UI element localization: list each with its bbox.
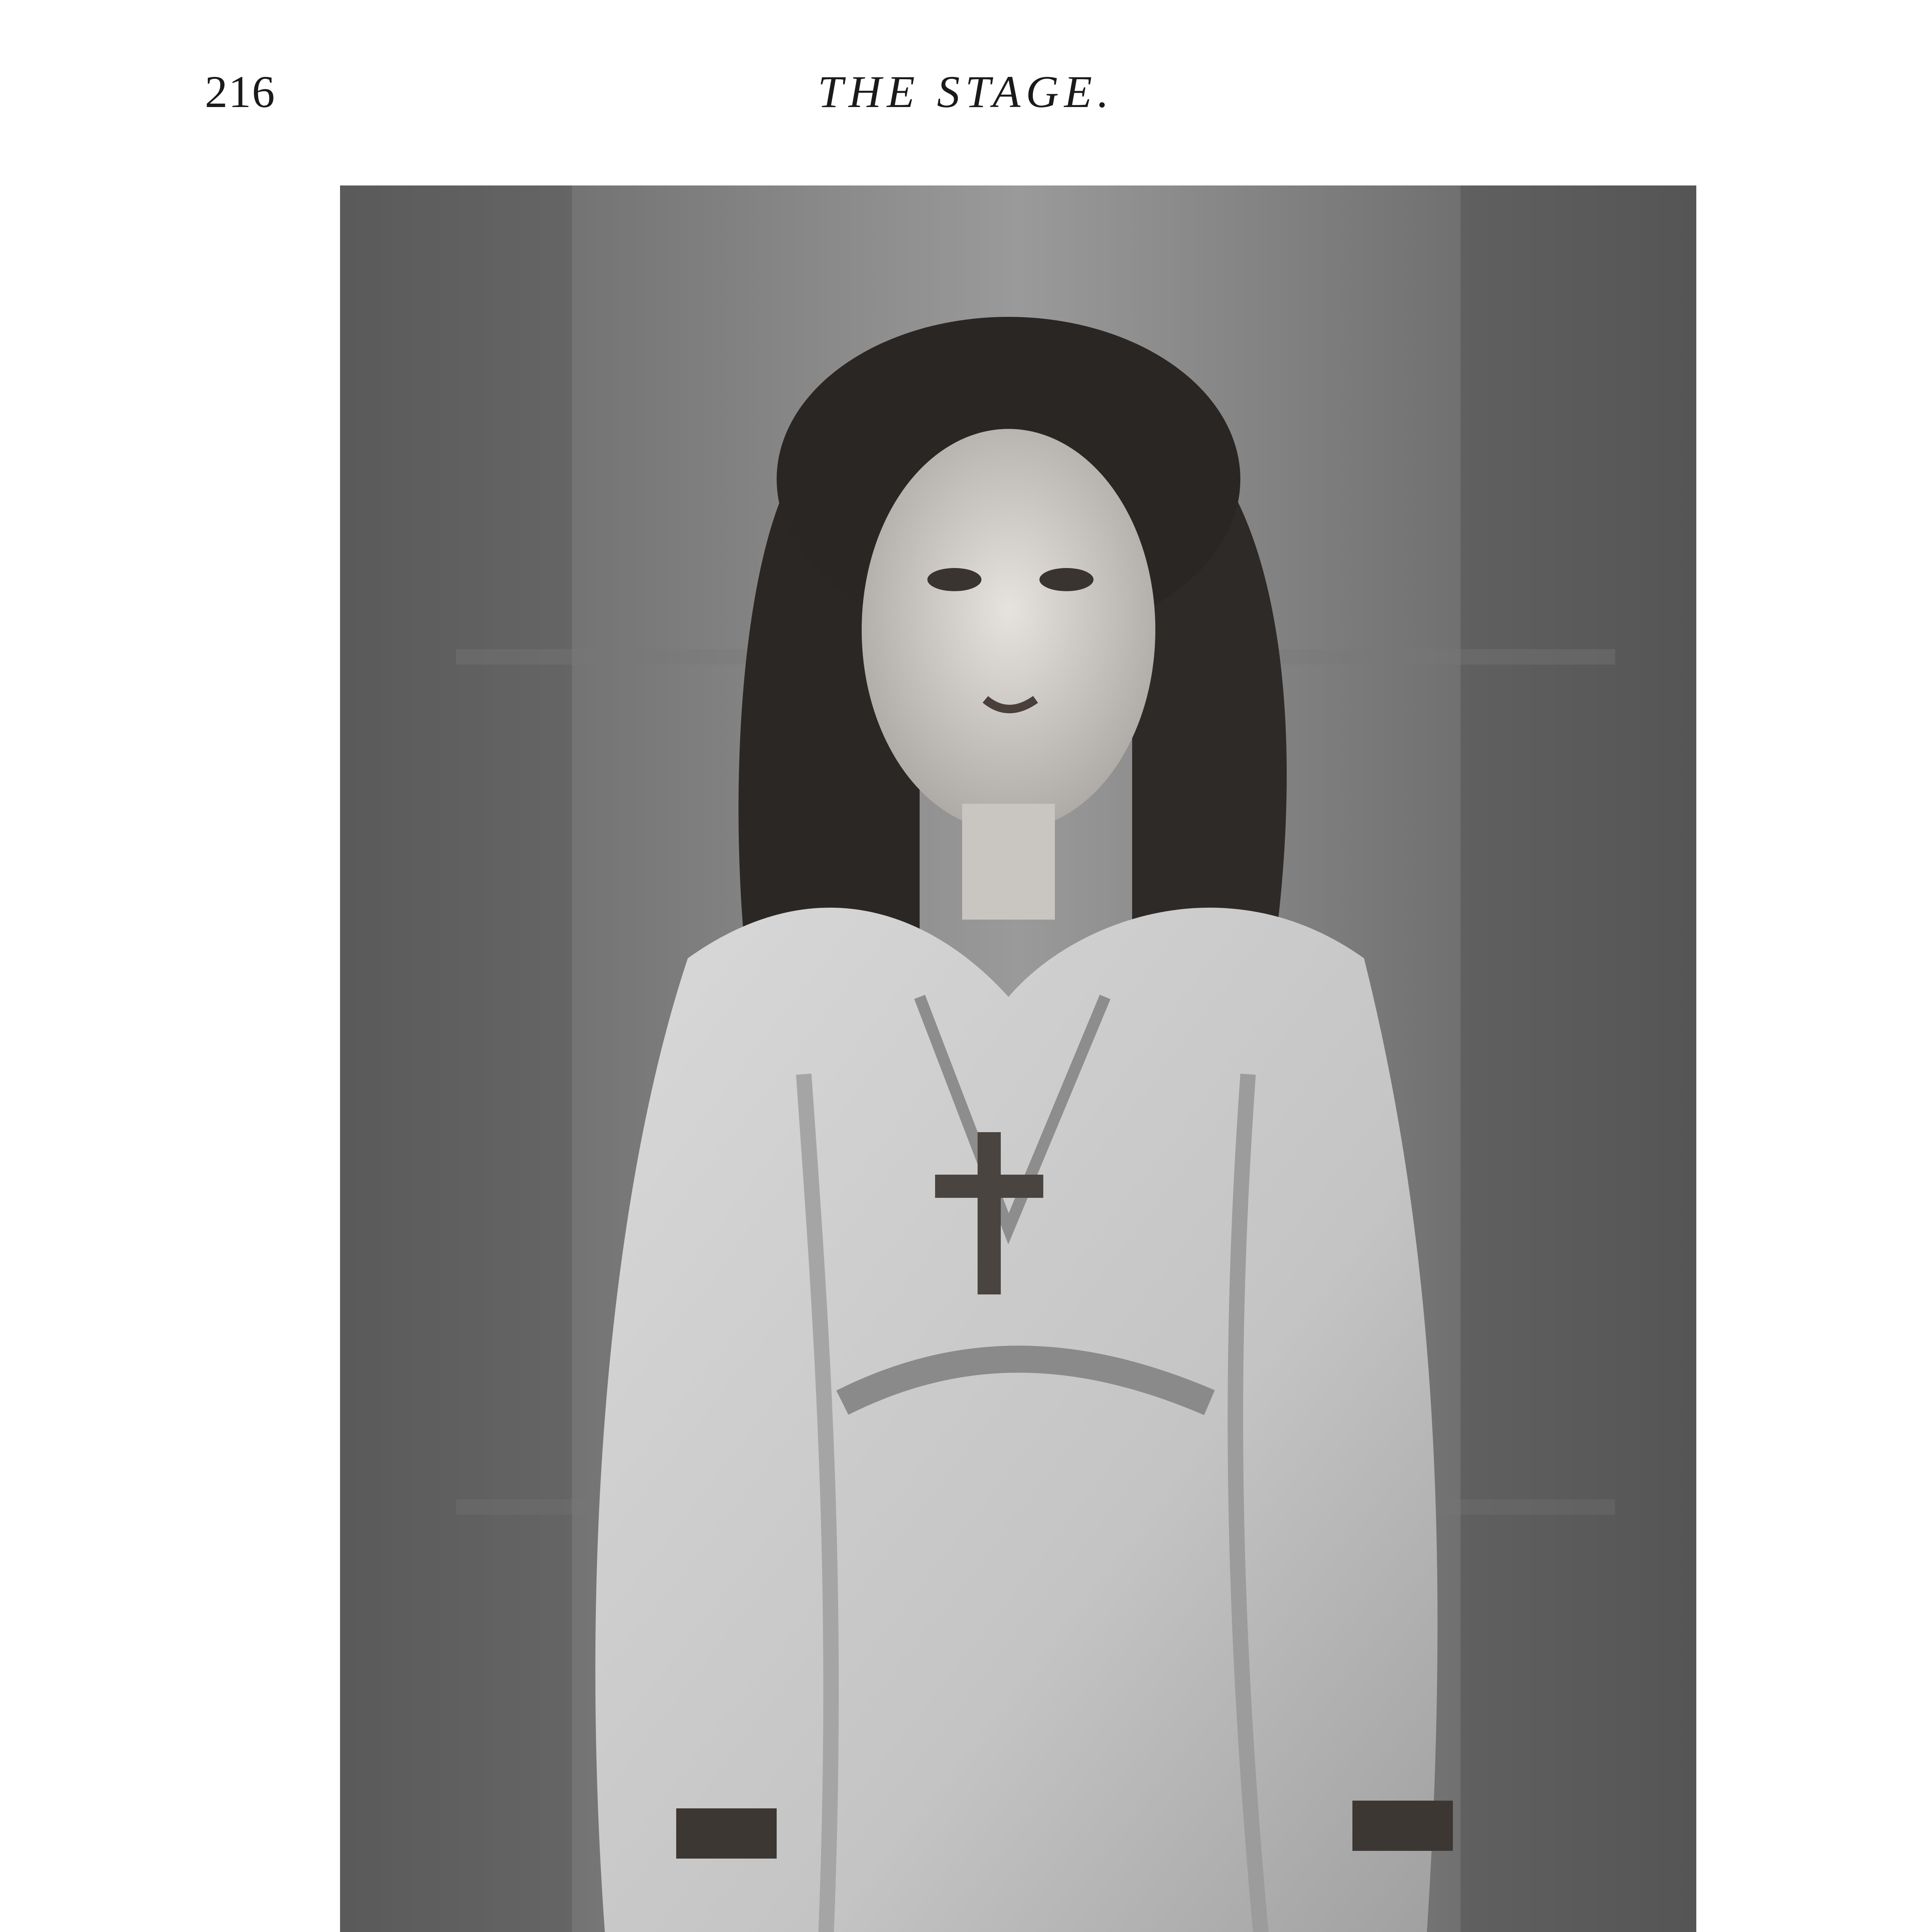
running-title: THE STAGE. [818,66,1114,117]
page-number: 216 [205,66,276,117]
portrait-illustration [340,185,1696,1932]
portrait-photograph [340,185,1696,1932]
